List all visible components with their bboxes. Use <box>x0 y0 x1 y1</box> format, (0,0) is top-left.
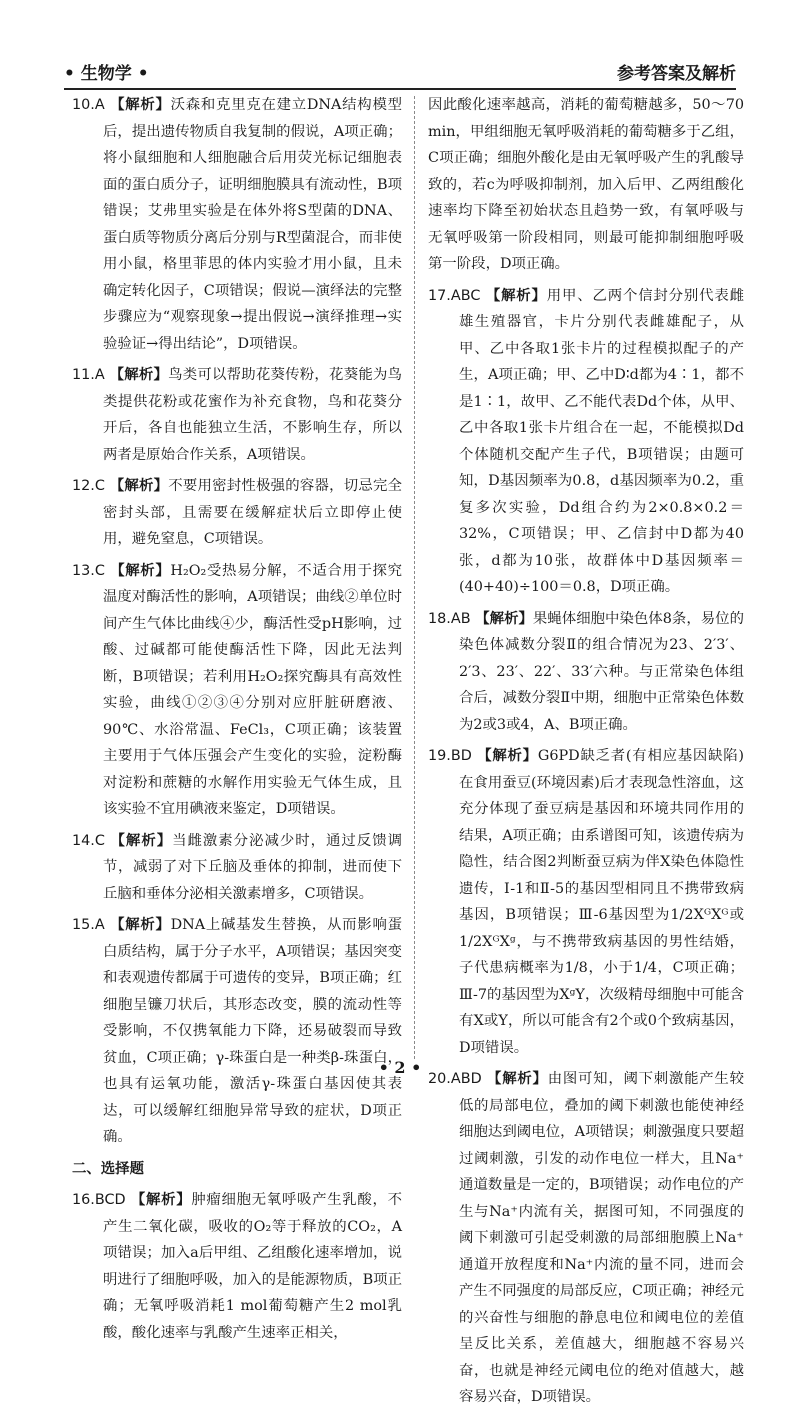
item-answer: C <box>94 832 105 849</box>
item-label: 【解析】 <box>110 96 171 113</box>
right-items <box>428 92 744 1411</box>
section-heading: 二、选择题 <box>72 1160 144 1177</box>
item-text: 果蝇体细胞中染色体8条，易位的染色体减数分裂Ⅱ的组合情况为23、2′3′、2′3、23′、22′、33′六种。与正常染色体组合后，减数分裂Ⅱ中期，细胞中正常染色体数为2或3或4，A、B项正确。 <box>459 610 744 733</box>
answer-item <box>72 92 402 357</box>
answer-item <box>72 828 402 908</box>
item-answer: ABD <box>450 1071 482 1087</box>
item-answer: A <box>94 367 105 383</box>
left-column <box>72 92 402 1351</box>
item-number: 15. <box>72 917 95 933</box>
answer-item <box>72 558 402 823</box>
item-label: 【解析】 <box>130 1191 192 1208</box>
item-label: 【解析】 <box>477 747 538 764</box>
answer-item <box>428 1066 744 1411</box>
item-number: 12. <box>72 478 95 494</box>
item-label: 【解析】 <box>110 831 173 849</box>
item-text: G6PD缺乏者(有相应基因缺陷)在食用蚕豆(环境因素)后才表现急性溶血，这充分体现了蚕豆病是基因和环境共同作用的结果，A项正确；由系谱图可知，该遗传病为隐性，结合图2判断蚕豆病为伴X染色体隐性遗传，Ⅰ-1和Ⅱ-5的基因型相同且不携带致病基因，B项错误；Ⅲ-6基因型为1/2XᴳXᴳ或1/2XᴳXᵍ，与不携带致病基因的男性结婚，子代患病概率为1/8，小于1/4，C项正确；Ⅲ-7的基因型为XᵍY，次级精母细胞中可能含有X或Y，所以可能含有2个或0个致病基因，D项错误。 <box>459 748 744 1056</box>
item-label: 【解析】 <box>110 916 171 933</box>
answer-item <box>72 912 402 1151</box>
column-divider <box>414 96 415 1059</box>
answer-item <box>428 92 744 278</box>
item-label: 【解析】 <box>475 609 533 627</box>
item-number: 14. <box>72 832 95 849</box>
item-text: 不要用密封性极强的容器，切忌完全密封头部，且需要在缓解症状后立即停止使用，避免窒息，C项错误。 <box>103 478 402 547</box>
item-answer: BCD <box>94 1192 126 1208</box>
item-label: 【解析】 <box>485 286 547 304</box>
right-column <box>428 92 744 1416</box>
item-text: 鸟类可以帮助花葵传粉，花葵能为鸟类提供花粉或花蜜作为补充食物，鸟和花葵分开后，各自也能独立生活，不影响生存，所以两者是原始合作关系，A项错误。 <box>103 367 402 463</box>
item-text: 由图可知，阈下刺激能产生较低的局部电位，叠加的阈下刺激也能使神经细胞达到阈电位，A项错误；刺激强度只要超过阈刺激，引发的动作电位一样大，且Na⁺通道数量是一定的，B项错误；动作电位的产生与Na⁺内流有关，据图可知，不同强度的阈下刺激可引起受刺激的局部细胞膜上Na⁺通道开放程度和Na⁺内流的量不同，进而会产生不同强度的局部反应，C项正确；神经元的兴奋性与细胞的静息电位和阈电位的差值呈反比关系，差值越大，细胞越不容易兴奋，也就是神经元阈电位的绝对值越大，越容易兴奋，D项错误。 <box>459 1071 744 1405</box>
item-label: 【解析】 <box>487 1070 548 1087</box>
item-answer: C <box>94 562 105 579</box>
item-number: 17. <box>428 287 451 304</box>
item-text: 沃森和克里克在建立DNA结构模型后，提出遗传物质自我复制的假说，A项正确；将小鼠细胞和人细胞融合后用荧光标记细胞表面的蛋白质分子，证明细胞膜具有流动性，B项错误；艾弗里实验是在体外将S型菌的DNA、蛋白质等物质分离后分别与R型菌混合，而非使用小鼠，格里菲思的体内实验才用小鼠，且未确定转化因子，C项错误；假说—演绎法的完整步骤应为“观察现象→提出假说→演绎推理→实验验证→得出结论”，D项错误。 <box>103 97 402 352</box>
item-number: 19. <box>428 748 451 764</box>
answer-item <box>72 1187 402 1346</box>
item-answer: ABC <box>450 287 481 304</box>
item-text: H₂O₂受热易分解，不适合用于探究温度对酶活性的影响，A项错误；曲线②单位时间产生气体比曲线④少，酶活性受pH影响，过酸、过碱都可能使酶活性下降，因此无法判断，B项错误；若利用H₂O₂探究酶具有高效性实验，曲线①②③④分别对应肝脏研磨液、90℃、水浴常温、FeCl₃，C项正确；该装置主要用于气体压强会产生变化的实验，淀粉酶对淀粉和蔗糖的水解作用实验无气体生成，且该实验不宜用碘液来鉴定，D项错误。 <box>103 562 402 817</box>
item-text: 用甲、乙两个信封分别代表雌雄生殖器官，卡片分别代表雌雄配子，从甲、乙中各取1张卡片的过程模拟配子的产生，A项正确；甲、乙中D∶d都为4∶1，都不是1∶1，故甲、乙不能代表Dd个体，从甲、乙中各取1张卡片组合在一起，不能模拟Dd个体随机交配产生子代，B项错误；由题可知，D基因频率为0.8，d基因频率为0.2，重复多次实验，Dd组合约为2×0.8×0.2＝32%，C项错误；甲、乙信封中D都为40张，d都为10张，故群体中D基因频率＝(40+40)÷100＝0.8，D项正确。 <box>459 287 744 595</box>
header-rule <box>64 88 736 90</box>
item-answer: AB <box>450 610 471 627</box>
answer-item <box>428 283 744 601</box>
left-items-top <box>72 92 402 1151</box>
answer-item <box>72 362 402 468</box>
answer-item <box>72 473 402 553</box>
item-label: 【解析】 <box>109 366 169 383</box>
item-text: 当雌激素分泌减少时，通过反馈调节，减弱了对下丘脑及垂体的抑制，进而使下丘脑和垂体分泌相关激素增多，C项错误。 <box>103 832 402 902</box>
header-title: 参考答案及解析 <box>617 64 736 84</box>
item-answer: A <box>94 917 105 933</box>
page-header <box>64 58 736 84</box>
header-subject: • 生物学 • <box>64 64 149 84</box>
item-number: 11. <box>72 367 95 383</box>
answer-item <box>428 606 744 739</box>
left-items-bottom <box>72 1187 402 1346</box>
item-answer: BD <box>450 748 472 764</box>
item-text: DNA上碱基发生替换，从而影响蛋白质结构，属于分子水平，A项错误；基因突变和表观遗传都属于可遗传的变异，B项正确；红细胞呈镰刀状后，其形态改变，膜的流动性等受影响，不仅携氧能力下降，还易破裂而导致贫血，C项正确；γ-珠蛋白是一种类β-珠蛋白，也具有运氧功能，激活γ-珠蛋白基因使其表达，可以缓解红细胞异常导致的症状，D项正确。 <box>103 917 402 1145</box>
item-answer: A <box>94 97 105 113</box>
item-number: 13. <box>72 562 95 579</box>
item-number: 20. <box>428 1071 451 1087</box>
item-answer: C <box>94 478 105 494</box>
item-label: 【解析】 <box>109 477 169 494</box>
item-text: 因此酸化速率越高，消耗的葡萄糖越多，50～70 min，甲组细胞无氧呼吸消耗的葡萄糖多于乙组，C项正确；细胞外酸化是由无氧呼吸产生的乳酸导致的，若c为呼吸抑制剂，加入后甲、乙两组酸化速率均下降至初始状态且趋势一致，有氧呼吸与无氧呼吸第一阶段相同，则最可能抑制细胞呼吸第一阶段，D项正确。 <box>428 97 744 272</box>
item-number: 16. <box>72 1192 95 1208</box>
item-number: 18. <box>428 610 451 627</box>
answer-item <box>428 743 744 1061</box>
page-number: • 2 • <box>378 1058 422 1077</box>
item-number: 10. <box>72 97 95 113</box>
item-label: 【解析】 <box>110 561 171 579</box>
item-text: 肿瘤细胞无氧呼吸产生乳酸，不产生二氧化碳，吸收的O₂等于释放的CO₂，A项错误；加入a后甲组、乙组酸化速率增加，说明进行了细胞呼吸，加入的是能源物质，B项正确；无氧呼吸消耗1 mol葡萄糖产生2 mol乳酸，酸化速率与乳酸产生速率正相关， <box>103 1192 402 1341</box>
